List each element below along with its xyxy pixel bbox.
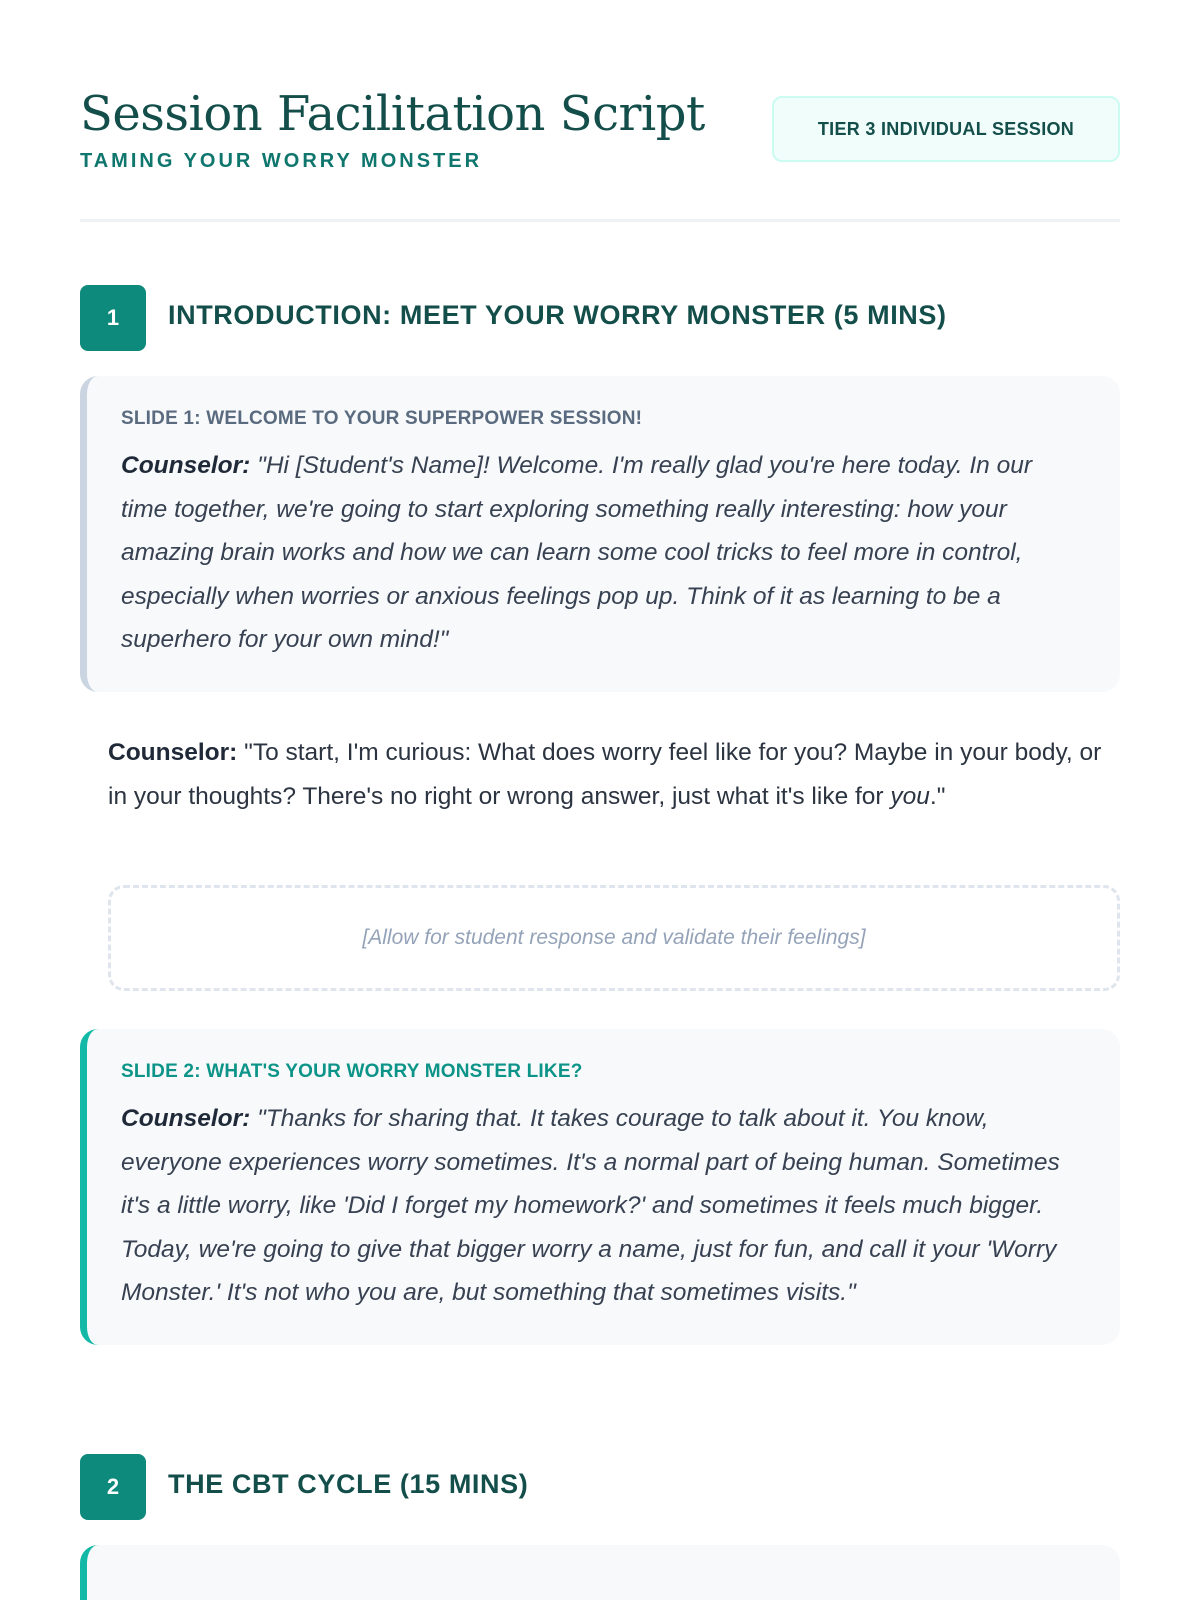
page-title: Session Facilitation Script (80, 86, 705, 142)
student-response-prompt: [Allow for student response and validate their feelings] (108, 885, 1120, 991)
page-subtitle: TAMING YOUR WORRY MONSTER (80, 150, 483, 172)
section-title: THE CBT CYCLE (15 MINS) (168, 1469, 529, 1499)
slide-label: SLIDE 1: WELCOME TO YOUR SUPERPOWER SESSION! (121, 408, 643, 429)
slide-3-card (80, 1545, 1120, 1600)
section-number-badge: 2 (80, 1454, 146, 1520)
section-number-badge: 1 (80, 285, 146, 351)
script-quote: "Hi [Student's Name]! Welcome. I'm really glad you're here today. In our time together, we're going to start exploring something really interesting: how your amazing brain works and how we can learn some cool tricks to feel more in control, especially when worries or anxious feelings pop up. Think of it as learning to be a superhero for your own mind!" (121, 452, 1032, 653)
slide-1-card (80, 376, 1120, 692)
tier-badge: TIER 3 INDIVIDUAL SESSION (772, 96, 1120, 162)
page-header (80, 80, 1120, 220)
header-divider (80, 219, 1120, 222)
section-2-header (80, 1454, 1120, 1520)
slide-script-text (121, 1097, 1080, 1315)
script-quote: "Thanks for sharing that. It takes courage to talk about it. You know, everyone experiences worry sometimes. It's a normal part of being human. Sometimes it's a little worry, like 'Did I forget my homework?' and sometimes it feels much bigger. Today, we're going to give that bigger worry a name, just for fun, and call it your 'Worry Monster.' It's not who you are, but something that sometimes visits." (121, 1105, 1060, 1306)
dialogue-text: "To start, I'm curious: What does worry feel like for you? Maybe in your body, or in your thoughts? There's no right or wrong answer, just what it's like for (108, 739, 1102, 810)
dialogue-end: ." (929, 782, 946, 810)
slide-label: SLIDE 2: WHAT'S YOUR WORRY MONSTER LIKE? (121, 1061, 583, 1082)
section-1-header (80, 285, 1120, 351)
section-title: INTRODUCTION: MEET YOUR WORRY MONSTER (5 MINS) (168, 300, 947, 330)
speaker-label: Counselor: (121, 1105, 251, 1132)
counselor-dialogue (108, 731, 1118, 818)
speaker-label: Counselor: (121, 452, 251, 479)
slide-script-text (121, 444, 1080, 662)
slide-2-card (80, 1029, 1120, 1345)
speaker-label: Counselor: (108, 739, 238, 766)
dialogue-emphasis: you (890, 782, 930, 810)
